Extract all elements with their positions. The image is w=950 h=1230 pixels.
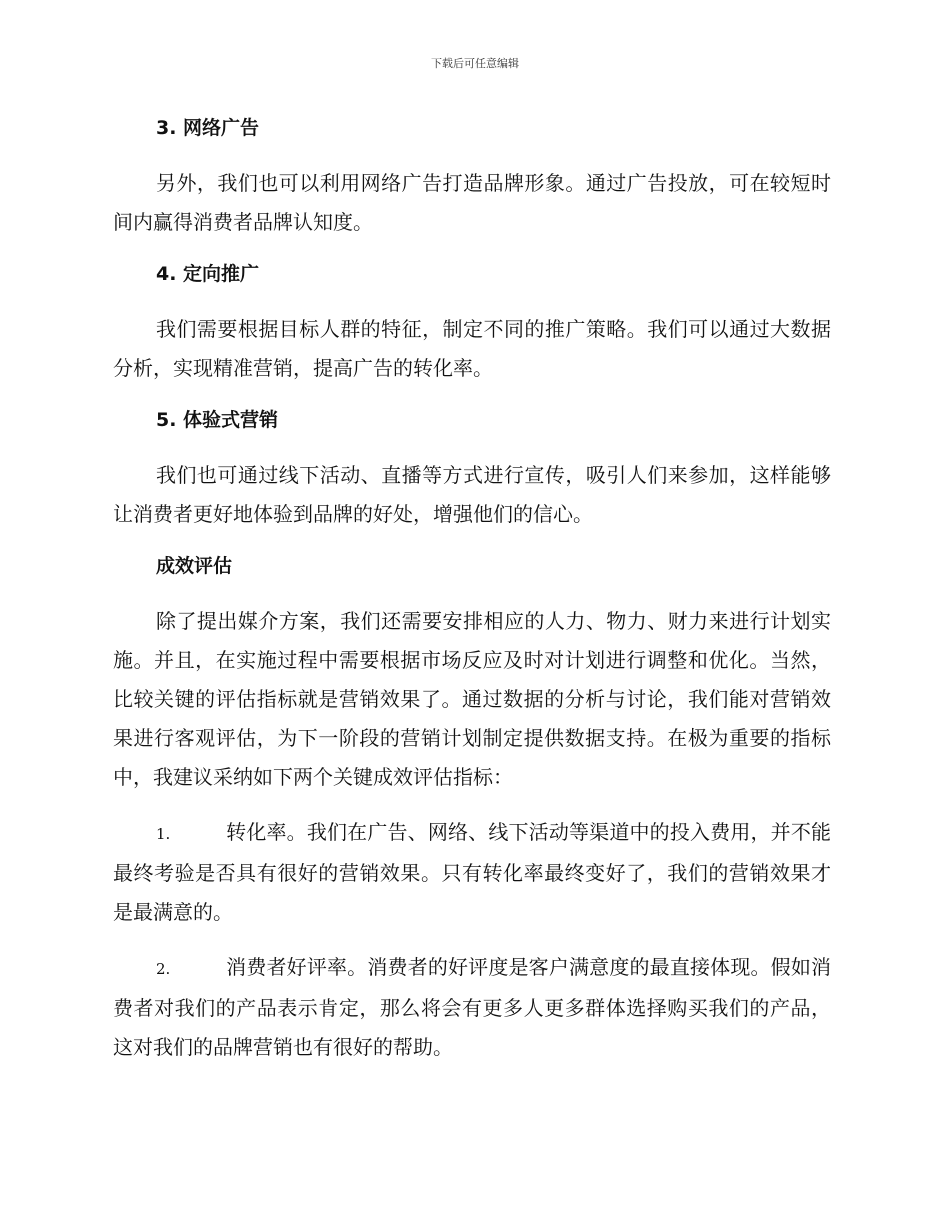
document-body <box>113 112 831 1067</box>
list-item <box>113 948 831 1067</box>
page-header-note: 下载后可任意编辑 <box>431 57 519 70</box>
list-item-text: 转化率。我们在广告、网络、线下活动等渠道中的投入费用，并不能最终考验是否具有很好的营销效果。只有转化率最终变好了，我们的营销效果才是最满意的。 <box>113 820 831 924</box>
list-item <box>113 813 831 932</box>
list-item-text: 消费者好评率。消费者的好评度是客户满意度的最直接体现。假如消费者对我们的产品表示肯定，那么将会有更多人更多群体选择购买我们的产品，这对我们的品牌营销也有很好的帮助。 <box>113 955 831 1059</box>
section-heading-network-ads: 3. 网络广告 <box>156 117 260 139</box>
section-paragraph-experiential-marketing: 我们也可通过线下活动、直播等方式进行宣传，吸引人们来参加，这样能够让消费者更好地体验到品牌的好处，增强他们的信心。 <box>113 463 831 526</box>
section-heading-experiential-marketing: 5. 体验式营销 <box>156 409 279 431</box>
section-paragraph-targeted-promotion: 我们需要根据目标人群的特征，制定不同的推广策略。我们可以通过大数据分析，实现精准营销，提高广告的转化率。 <box>113 317 831 380</box>
section-paragraph-network-ads: 另外，我们也可以利用网络广告打造品牌形象。通过广告投放，可在较短时间内赢得消费者品牌认知度。 <box>113 171 831 234</box>
list-item-number: 2. <box>156 960 171 978</box>
list-item-number: 1. <box>156 825 171 843</box>
section-heading-targeted-promotion: 4. 定向推广 <box>156 263 260 285</box>
section-heading-evaluation: 成效评估 <box>156 555 233 577</box>
section-paragraph-evaluation: 除了提出媒介方案，我们还需要安排相应的人力、物力、财力来进行计划实施。并且，在实施过程中需要根据市场反应及时对计划进行调整和优化。当然，比较关键的评估指标就是营销效果了。通过数据的分析与讨论，我们能对营销效果进行客观评估，为下一阶段的营销计划制定提供数据支持。在极为重要的指标中，我建议采纳如下两个关键成效评估指标： <box>113 609 831 789</box>
